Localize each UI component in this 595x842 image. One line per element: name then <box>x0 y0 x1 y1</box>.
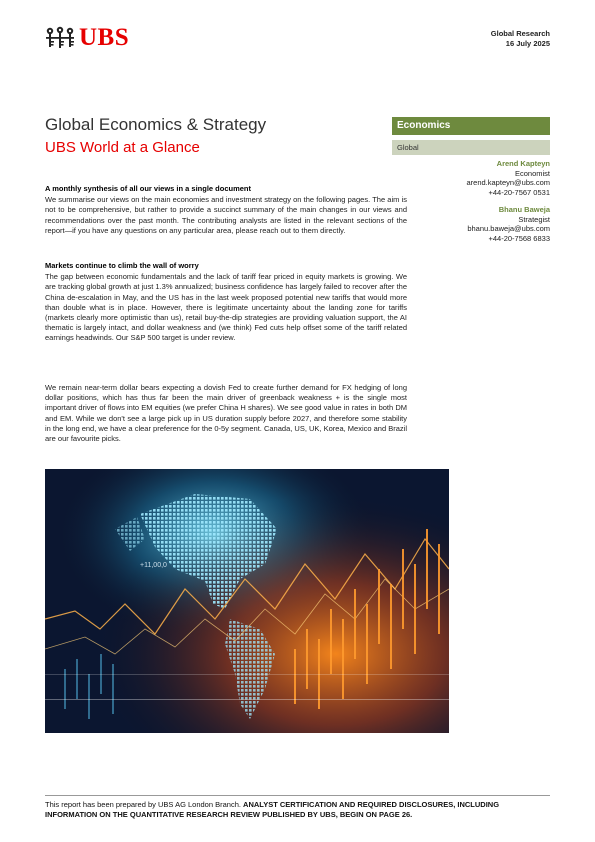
report-header <box>491 29 550 49</box>
analyst-name: Arend Kapteyn <box>496 159 550 168</box>
page-title: Global Economics & Strategy <box>45 115 267 134</box>
footer-prefix: This report has been prepared by UBS AG London Branch. <box>45 800 244 809</box>
ubs-logo <box>45 26 129 50</box>
footer-divider <box>45 795 550 796</box>
overlay-label: +11,00,0 <box>140 562 167 569</box>
brand-wordmark: UBS <box>79 24 130 51</box>
section-body: We remain near-term dollar bears expecting a dovish Fed to create further demand for FX hedging of long dollar positions, which has thus far been the main driver of greenback weakness + is the single most important driver of flows into EM equities (we prefer China H shares). We see good value in rates in both DM and EM. While we don't see a large pick up in US duration supply before 2027, and therefore some stability in the long end, we have a clear preference for the 0-5y segment. Canada, US, UK, Korea, Mexico and Brazil are our favourite picks. <box>45 383 407 444</box>
world-map-graphic <box>45 469 449 733</box>
section-fx-rates <box>45 383 407 444</box>
page-subtitle: UBS World at a Glance <box>45 139 200 156</box>
region-banner: Global <box>392 140 550 155</box>
section-heading: Markets continue to climb the wall of worry <box>45 261 199 270</box>
section-synthesis <box>45 184 407 236</box>
analyst-name: Bhanu Baweja <box>498 205 550 214</box>
analyst-phone: +44-20-7567 0531 <box>488 187 550 197</box>
analyst-role: Strategist <box>518 214 550 224</box>
three-keys-icon <box>45 26 75 50</box>
section-heading: A monthly synthesis of all our views in a single document <box>45 184 252 193</box>
analyst-role: Economist <box>514 168 550 178</box>
category-banner: Economics <box>392 117 550 135</box>
analyst-email[interactable]: bhanu.baweja@ubs.com <box>467 224 550 233</box>
analyst-phone: +44-20-7568 6833 <box>488 233 550 243</box>
section-body: The gap between economic fundamentals and the lack of tariff fear priced in equity markets is growing. We are tracking global growth at just 1.3% annualized; business confidence has largely failed to recover after the China de-escalation in May, and the US has in the last week proposed potential new tariffs that would more than double what is in place. However, there is legitimate uncertainty about the landing zone for tariffs (markets clearly more optimistic than us), retail buy-the-dip strategies are providing valuation support, the AI thematic is largely intact, and dollar weakness and (we think) Fed cuts help offset some of the tariff related earnings headwinds. Our S&P 500 target is under review. <box>45 272 407 343</box>
cover-image <box>45 469 449 733</box>
report-date: 16 July 2025 <box>505 39 550 48</box>
section-body: We summarise our views on the main economies and investment strategy on the following pages. The aim is not to be comprehensive, but rather to provide a succinct summary of the main changes in our views and recommendations over the past month. The contributing analysts are listed in the relevant sections of the report—if you have any questions on any particular area, please reach out to them directly. <box>45 195 407 235</box>
analyst-card <box>467 159 551 197</box>
section-markets <box>45 261 407 344</box>
footer-disclosure: ANALYST CERTIFICATION AND REQUIRED DISCLOSURES, INCLUDING INFORMATION ON THE QUANTITATIVE RESEARCH REVIEW PUBLISHED BY UBS, BEGIN ON PAGE 26. <box>45 800 500 819</box>
analyst-card <box>467 205 550 243</box>
analyst-email[interactable]: arend.kapteyn@ubs.com <box>466 178 550 187</box>
research-division: Global Research <box>490 29 550 38</box>
disclosure-footer <box>45 800 550 819</box>
